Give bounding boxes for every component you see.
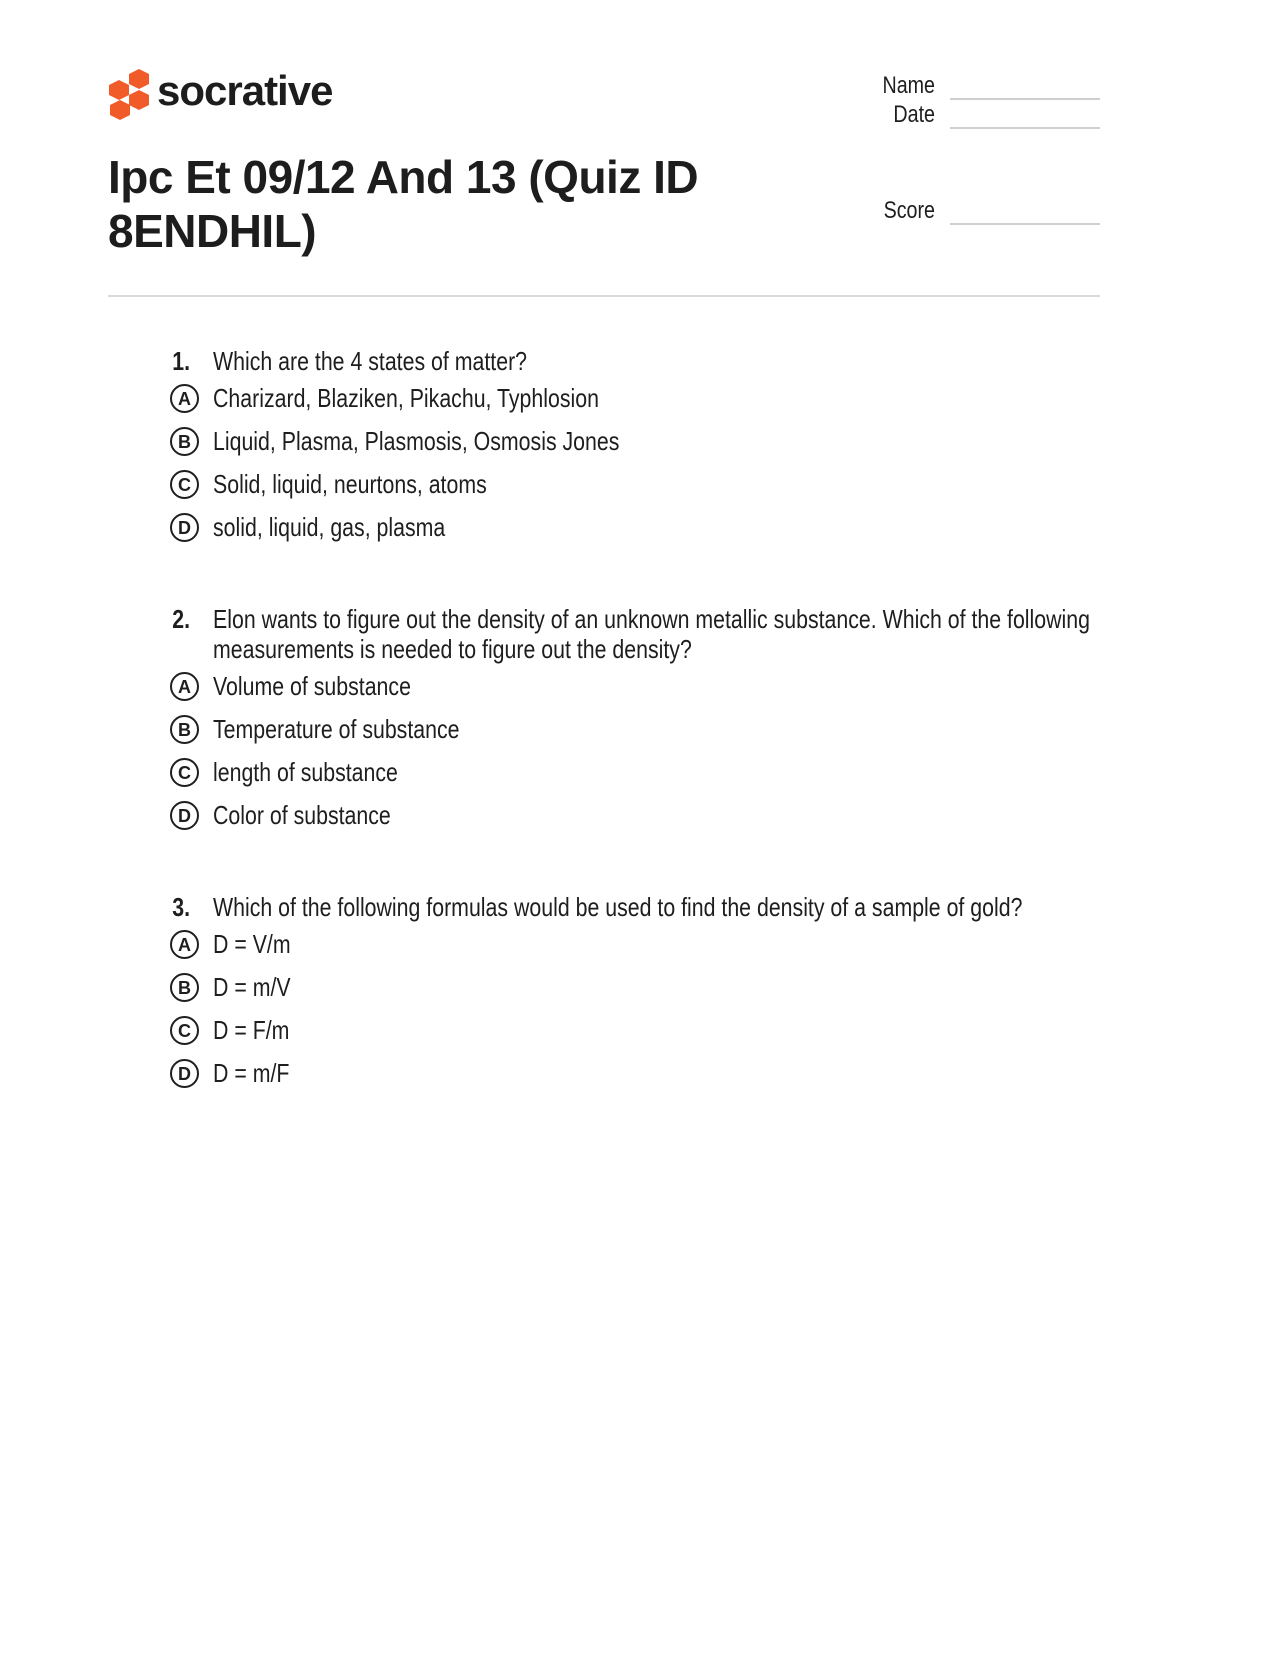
option-letter: B (178, 431, 191, 452)
question-number: 3. (172, 892, 190, 922)
score-label: Score (883, 197, 935, 224)
option-letter-circle (170, 715, 199, 744)
score-field-row (870, 196, 1100, 225)
quiz-title: Ipc Et 09/12 And 13 (Quiz ID 8ENDHIL) (108, 151, 699, 257)
option-letter: D (178, 517, 191, 538)
date-fill-line (950, 102, 1100, 129)
hexagon-shape (110, 100, 130, 120)
option-text: Temperature of substance (213, 714, 460, 744)
answer-option-row (108, 470, 1100, 499)
answer-option-row (108, 384, 1100, 413)
name-label: Name (882, 72, 935, 99)
score-field (870, 196, 1100, 225)
option-letter-circle (170, 973, 199, 1002)
option-letter: C (178, 762, 191, 783)
option-letter-circle (170, 1059, 199, 1088)
option-letter: A (178, 676, 191, 697)
option-text: Charizard, Blaziken, Pikachu, Typhlosion (213, 383, 599, 413)
questions-list (108, 346, 1100, 1088)
option-letter: C (178, 1020, 191, 1041)
answer-option-row (108, 1059, 1100, 1088)
question-text: Elon wants to figure out the density of an unknown metallic substance. Which of the following measurements is needed to figure out the density? (213, 604, 1090, 664)
answer-option-row (108, 427, 1100, 456)
question-number: 2. (172, 604, 190, 634)
option-letter-circle (170, 672, 199, 701)
option-text: Color of substance (213, 800, 391, 830)
name-fill-line (950, 73, 1100, 100)
question-row (108, 604, 1100, 664)
answer-option-row (108, 973, 1100, 1002)
date-field-row (870, 100, 1100, 129)
question-number: 1. (172, 346, 190, 376)
answer-option-row (108, 930, 1100, 959)
option-letter: C (178, 474, 191, 495)
option-text: D = V/m (213, 929, 291, 959)
option-letter-circle (170, 427, 199, 456)
socrative-hexagon-icon (98, 66, 152, 124)
option-letter-circle (170, 758, 199, 787)
name-date-fields (870, 71, 1100, 129)
answer-option-row (108, 715, 1100, 744)
option-letter: B (178, 719, 191, 740)
question-text: Which are the 4 states of matter? (213, 346, 528, 376)
answer-option-row (108, 1016, 1100, 1045)
option-letter-circle (170, 801, 199, 830)
option-text: Solid, liquid, neurtons, atoms (213, 469, 487, 499)
option-text: D = m/F (213, 1058, 290, 1088)
socrative-logo (98, 66, 332, 124)
option-letter: A (178, 388, 191, 409)
question-block (108, 346, 1100, 542)
option-text: Liquid, Plasma, Plasmosis, Osmosis Jones (213, 426, 620, 456)
option-letter-circle (170, 470, 199, 499)
hexagon-shape (129, 69, 149, 89)
option-text: D = m/V (213, 972, 291, 1002)
option-letter: B (178, 977, 191, 998)
logo-wordmark: socrative (157, 67, 333, 114)
option-text: D = F/m (213, 1015, 290, 1045)
option-letter: D (178, 1063, 191, 1084)
answer-option-row (108, 513, 1100, 542)
answer-option-row (108, 672, 1100, 701)
question-block (108, 892, 1100, 1088)
header-divider (108, 295, 1100, 297)
option-text: solid, liquid, gas, plasma (213, 512, 446, 542)
answer-option-row (108, 801, 1100, 830)
answer-option-row (108, 758, 1100, 787)
question-row (108, 892, 1100, 922)
name-field-row (870, 71, 1100, 100)
option-text: Volume of substance (213, 671, 411, 701)
option-letter: D (178, 805, 191, 826)
option-letter-circle (170, 384, 199, 413)
option-letter: A (178, 934, 191, 955)
option-letter-circle (170, 513, 199, 542)
question-text: Which of the following formulas would be used to find the density of a sample of gold? (213, 892, 1023, 922)
date-label: Date (893, 101, 935, 128)
hexagon-shape (129, 90, 149, 110)
question-row (108, 346, 1100, 376)
hexagon-shape (109, 80, 129, 100)
option-text: length of substance (213, 757, 398, 787)
option-letter-circle (170, 1016, 199, 1045)
question-block (108, 604, 1100, 830)
option-letter-circle (170, 930, 199, 959)
score-fill-line (950, 198, 1100, 225)
